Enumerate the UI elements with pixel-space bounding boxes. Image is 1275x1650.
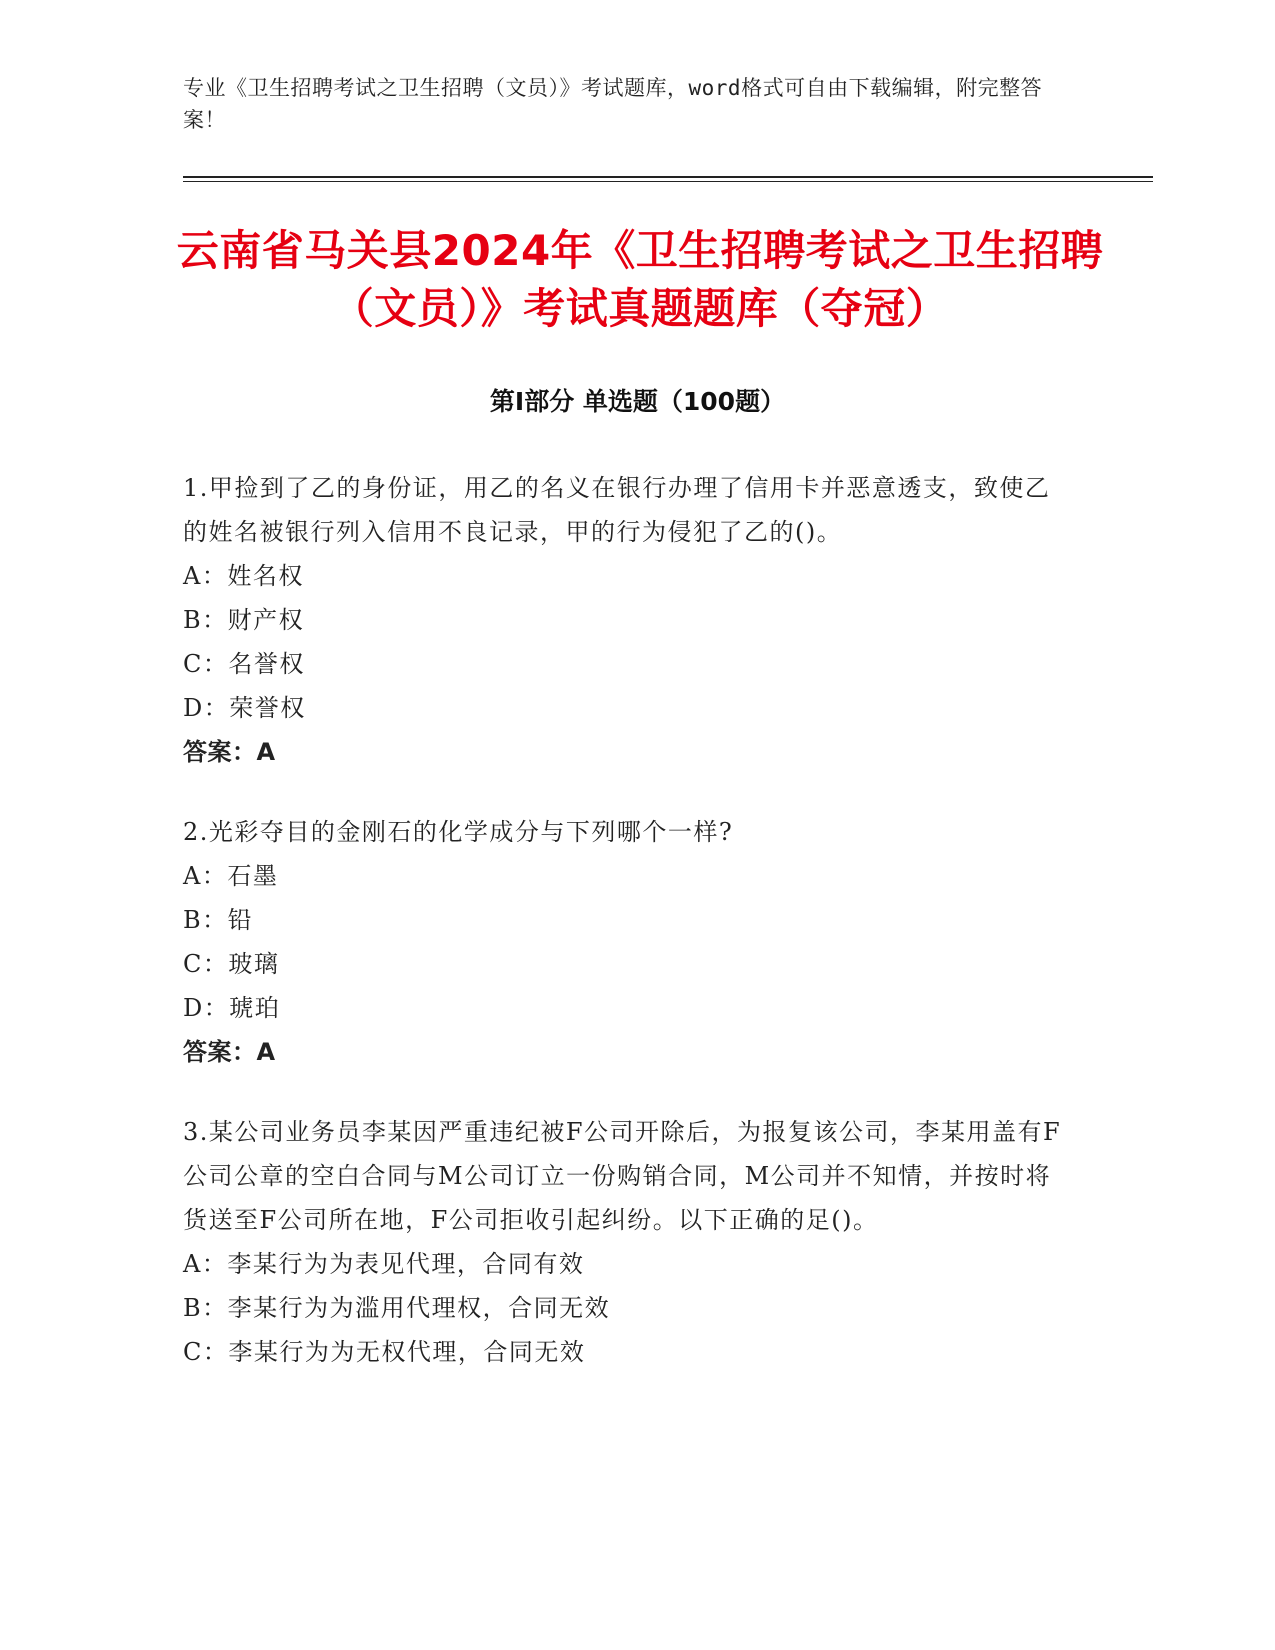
question-1	[183, 466, 1063, 774]
option-b: B：李某行为为滥用代理权，合同无效	[183, 1294, 611, 1322]
question-list	[183, 466, 1063, 1410]
option-d: D：琥珀	[183, 994, 281, 1022]
header-note: 专业《卫生招聘考试之卫生招聘（文员）》考试题库，word格式可自由下载编辑，附完整答案！	[183, 76, 1043, 132]
question-stem: 2.光彩夺目的金刚石的化学成分与下列哪个一样?	[183, 818, 734, 846]
header-rule-thin	[183, 181, 1153, 182]
option-d: D：荣誉权	[183, 694, 306, 722]
option-b: B：铅	[183, 906, 254, 934]
option-c: C：名誉权	[183, 650, 305, 678]
document-title: 云南省马关县2024年《卫生招聘考试之卫生招聘（文员）》考试真题题库（夺冠）	[176, 226, 1104, 333]
question-3	[183, 1110, 1063, 1374]
option-a: A：姓名权	[183, 562, 304, 590]
question-stem: 1.甲捡到了乙的身份证，用乙的名义在银行办理了信用卡并恶意透支，致使乙的姓名被银行列入信用不良记录，甲的行为侵犯了乙的()。	[183, 474, 1051, 546]
section-heading: 第Ⅰ部分 单选题（100题）	[489, 387, 786, 416]
question-stem: 3.某公司业务员李某因严重违纪被F公司开除后，为报复该公司，李某用盖有F公司公章的空白合同与M公司订立一份购销合同，M公司并不知情，并按时将货送至F公司所在地，F公司拒收引起纠纷。以下正确的足()。	[183, 1118, 1062, 1234]
answer-line: 答案：A	[183, 1038, 276, 1066]
answer-line: 答案：A	[183, 738, 276, 766]
question-2	[183, 810, 1063, 1074]
header-rule-thick	[183, 176, 1153, 178]
option-c: C：李某行为为无权代理，合同无效	[183, 1338, 586, 1366]
option-a: A：李某行为为表见代理，合同有效	[183, 1250, 585, 1278]
option-c: C：玻璃	[183, 950, 280, 978]
option-a: A：石墨	[183, 862, 279, 890]
option-b: B：财产权	[183, 606, 305, 634]
